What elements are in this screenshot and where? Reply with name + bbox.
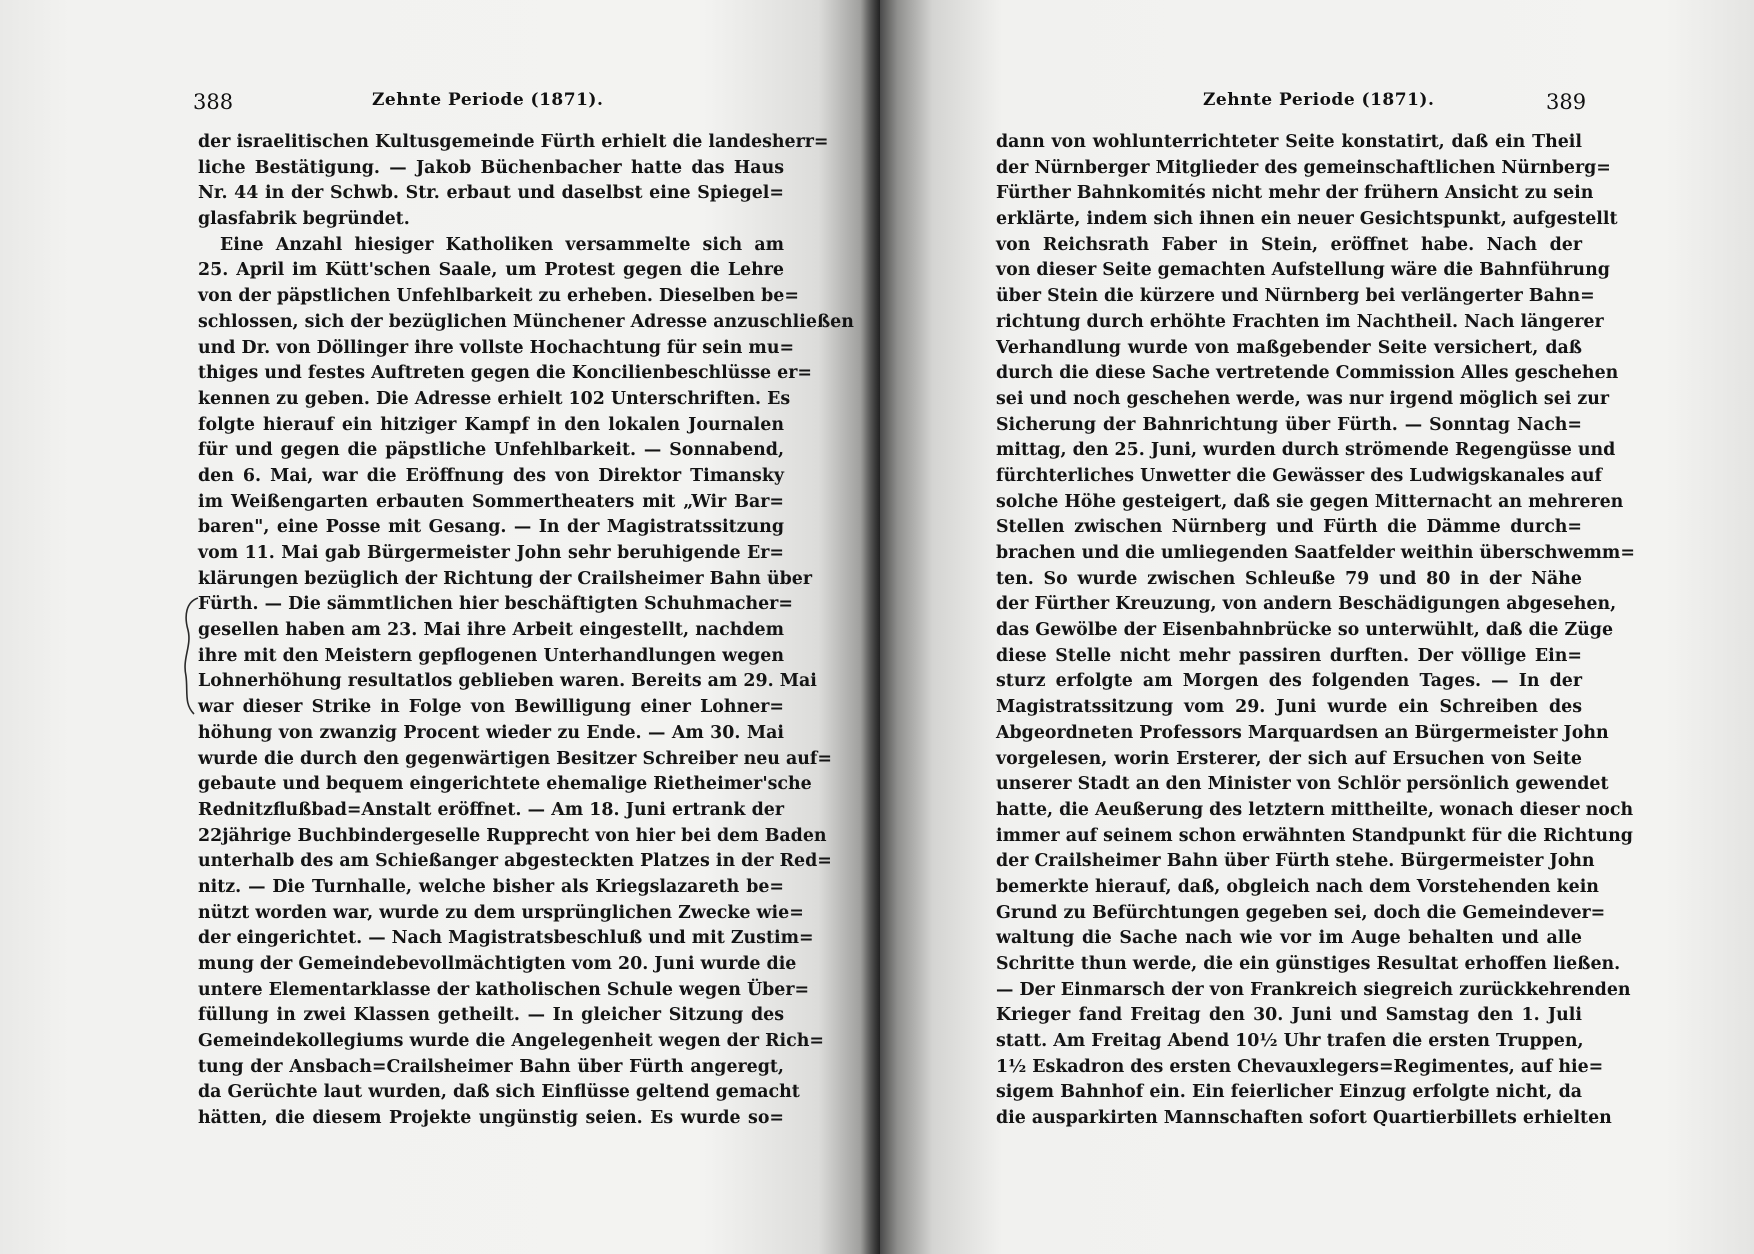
- text-line: bemerkte hierauf, daß, obgleich nach dem Vorstehenden kein: [996, 876, 1599, 897]
- text-line: richtung durch erhöhte Frachten im Nachtheil. Nach längerer: [996, 311, 1604, 332]
- text-line: vorgelesen, worin Ersterer, der sich auf Ersuchen von Seite: [996, 748, 1582, 769]
- text-line: unserer Stadt an den Minister von Schlör persönlich gewendet: [996, 774, 1609, 795]
- text-line: 25. April im Kütt'schen Saale, um Protest gegen die Lehre: [198, 260, 784, 281]
- text-line: Eine Anzahl hiesiger Katholiken versammelte sich am: [220, 234, 784, 255]
- text-line: liche Bestätigung. — Jakob Büchenbacher hatte das Haus: [198, 157, 784, 178]
- text-line: brachen und die umliegenden Saatfelder weithin überschwemm=: [996, 543, 1635, 563]
- text-line: von Reichsrath Faber in Stein, eröffnet habe. Nach der: [996, 234, 1582, 255]
- text-line: solche Höhe gesteigert, daß sie gegen Mitternacht an mehreren: [996, 491, 1624, 512]
- text-line: glasfabrik begründet.: [198, 209, 410, 230]
- text-line: Magistratssitzung vom 29. Juni wurde ein Schreiben des: [996, 697, 1582, 718]
- text-line: schlossen, sich der bezüglichen Münchener Adresse anzuschließen: [198, 311, 854, 332]
- text-line: der Nürnberger Mitglieder des gemeinschaftlichen Nürnberg=: [996, 157, 1611, 178]
- handwritten-margin-mark: [180, 596, 204, 716]
- text-line: Sicherung der Bahnrichtung über Fürth. — Sonntag Nach=: [996, 414, 1582, 435]
- text-line: hätten, die diesem Projekte ungünstig seien. Es wurde so=: [198, 1108, 784, 1129]
- text-line: gebaute und bequem eingerichtete ehemalige Rietheimer'sche: [198, 774, 812, 795]
- page-number: 389: [1546, 90, 1587, 114]
- text-line: baren", eine Posse mit Gesang. — In der Magistratssitzung: [198, 517, 784, 538]
- text-line: für und gegen die päpstliche Unfehlbarkeit. — Sonnabend,: [198, 440, 784, 461]
- text-line: das Gewölbe der Eisenbahnbrücke so unterwühlt, daß die Züge: [996, 620, 1614, 641]
- text-line: war dieser Strike in Folge von Bewilligung einer Lohner=: [198, 697, 784, 718]
- text-line: Verhandlung wurde von maßgebender Seite versichert, daß: [996, 337, 1582, 358]
- text-line: vom 11. Mai gab Bürgermeister John sehr beruhigende Er=: [198, 543, 784, 563]
- text-line: 22jährige Buchbindergeselle Rupprecht von hier bei dem Baden: [198, 825, 827, 846]
- text-line: sigem Bahnhof ein. Ein feierlicher Einzug erfolgte nicht, da: [996, 1082, 1582, 1103]
- text-line: Gemeindekollegiums wurde die Angelegenheit wegen der Rich=: [198, 1031, 824, 1052]
- running-title: Zehnte Periode (1871).: [1203, 90, 1435, 110]
- text-line: unterhalb des am Schießanger abgesteckten Platzes in der Red=: [198, 851, 832, 872]
- text-line: folgte hierauf ein hitziger Kampf in den lokalen Journalen: [198, 414, 784, 435]
- text-line: Schritte thun werde, die ein günstiges Resultat erhoffen ließen.: [996, 954, 1621, 974]
- text-line: tung der Ansbach=Crailsheimer Bahn über Fürth angeregt,: [198, 1056, 784, 1077]
- text-line: sei und noch geschehen werde, was nur irgend möglich sei zur: [996, 388, 1610, 409]
- text-line: hatte, die Aeußerung des letztern mittheilte, wonach dieser noch: [996, 799, 1634, 820]
- running-title: Zehnte Periode (1871).: [372, 90, 604, 110]
- text-line: klärungen bezüglich der Richtung der Crailsheimer Bahn über: [198, 568, 813, 589]
- text-line: Krieger fand Freitag den 30. Juni und Samstag den 1. Juli: [996, 1005, 1582, 1026]
- text-line: 1½ Eskadron des ersten Chevauxlegers=Regimentes, auf hie=: [996, 1056, 1604, 1077]
- text-line: von dieser Seite gemachten Aufstellung wäre die Bahnführung: [996, 260, 1610, 281]
- text-line: von der päpstlichen Unfehlbarkeit zu erheben. Dieselben be=: [198, 286, 799, 307]
- text-line: Fürther Bahnkomités nicht mehr der frühern Ansicht zu sein: [996, 183, 1594, 204]
- text-line: der Fürther Kreuzung, von andern Beschädigungen abgesehen,: [996, 594, 1617, 615]
- text-line: den 6. Mai, war die Eröffnung des von Direktor Timansky: [198, 465, 784, 486]
- text-line: wurde die durch den gegenwärtigen Besitzer Schreiber neu auf=: [198, 748, 832, 769]
- text-line: nitz. — Die Turnhalle, welche bisher als Kriegslazareth be=: [198, 876, 784, 897]
- text-line: statt. Am Freitag Abend 10½ Uhr trafen die ersten Truppen,: [996, 1031, 1584, 1052]
- text-line: kennen zu geben. Die Adresse erhielt 102 Unterschriften. Es: [198, 388, 791, 409]
- text-line: der israelitischen Kultusgemeinde Fürth erhielt die landesherr=: [198, 132, 829, 152]
- text-line: durch die diese Sache vertretende Commission Alles geschehen: [996, 363, 1619, 384]
- text-line: höhung von zwanzig Procent wieder zu Ende. — Am 30. Mai: [198, 722, 784, 743]
- text-line: — Der Einmarsch der von Frankreich siegreich zurückkehrenden: [996, 979, 1631, 1000]
- text-line: Fürth. — Die sämmtlichen hier beschäftigten Schuhmacher=: [198, 594, 793, 615]
- text-line: die ausparkirten Mannschaften sofort Quartierbillets erhielten: [996, 1108, 1612, 1129]
- text-line: fürchterliches Unwetter die Gewässer des Ludwigskanales auf: [996, 465, 1602, 486]
- text-line: und Dr. von Döllinger ihre vollste Hochachtung für sein mu=: [198, 337, 795, 358]
- right-page: [880, 0, 1754, 1254]
- text-line: der eingerichtet. — Nach Magistratsbeschluß und mit Zustim=: [198, 928, 814, 949]
- text-line: Nr. 44 in der Schwb. Str. erbaut und daselbst eine Spiegel=: [198, 183, 784, 204]
- text-line: gesellen haben am 23. Mai ihre Arbeit eingestellt, nachdem: [198, 620, 784, 641]
- text-line: nützt worden war, wurde zu dem ursprünglichen Zwecke wie=: [198, 902, 804, 923]
- text-line: Stellen zwischen Nürnberg und Fürth die Dämme durch=: [996, 517, 1582, 538]
- text-line: über Stein die kürzere und Nürnberg bei verlängerter Bahn=: [996, 286, 1595, 307]
- text-line: mung der Gemeindebevollmächtigten vom 20. Juni wurde die: [198, 954, 797, 974]
- text-line: sturz erfolgte am Morgen des folgenden Tages. — In der: [996, 671, 1582, 692]
- page-body-text: [198, 130, 854, 1132]
- text-line: im Weißengarten erbauten Sommertheaters mit „Wir Bar=: [198, 491, 784, 512]
- page-number: 388: [193, 90, 234, 114]
- text-line: dann von wohlunterrichteter Seite konstatirt, daß ein Theil: [996, 132, 1582, 152]
- text-line: untere Elementarklasse der katholischen Schule wegen Über=: [198, 979, 810, 1000]
- page-body-text: [996, 130, 1635, 1132]
- text-line: immer auf seinem schon erwähnten Standpunkt für die Richtung: [996, 825, 1633, 846]
- text-line: ihre mit den Meistern gepflogenen Unterhandlungen wegen: [198, 645, 784, 666]
- text-line: Abgeordneten Professors Marquardsen an Bürgermeister John: [996, 722, 1609, 743]
- text-line: mittag, den 25. Juni, wurden durch strömende Regengüsse und: [996, 440, 1616, 461]
- text-line: Lohnerhöhung resultatlos geblieben waren. Bereits am 29. Mai: [198, 671, 817, 692]
- text-line: waltung die Sache nach wie vor im Auge behalten und alle: [996, 928, 1582, 949]
- text-line: ten. So wurde zwischen Schleuße 79 und 80 in der Nähe: [996, 568, 1582, 589]
- text-line: Rednitzflußbad=Anstalt eröffnet. — Am 18. Juni ertrank der: [198, 799, 784, 820]
- text-line: diese Stelle nicht mehr passiren durften. Der völlige Ein=: [996, 645, 1582, 666]
- text-line: da Gerüchte laut wurden, daß sich Einflüsse geltend gemacht: [198, 1082, 800, 1103]
- text-line: der Crailsheimer Bahn über Fürth stehe. Bürgermeister John: [996, 851, 1595, 872]
- text-line: füllung in zwei Klassen getheilt. — In gleicher Sitzung des: [198, 1005, 784, 1026]
- text-line: Grund zu Befürchtungen gegeben sei, doch die Gemeindever=: [996, 902, 1606, 923]
- text-line: erklärte, indem sich ihnen ein neuer Gesichtspunkt, aufgestellt: [996, 209, 1618, 230]
- text-line: thiges und festes Auftreten gegen die Koncilienbeschlüsse er=: [198, 363, 812, 384]
